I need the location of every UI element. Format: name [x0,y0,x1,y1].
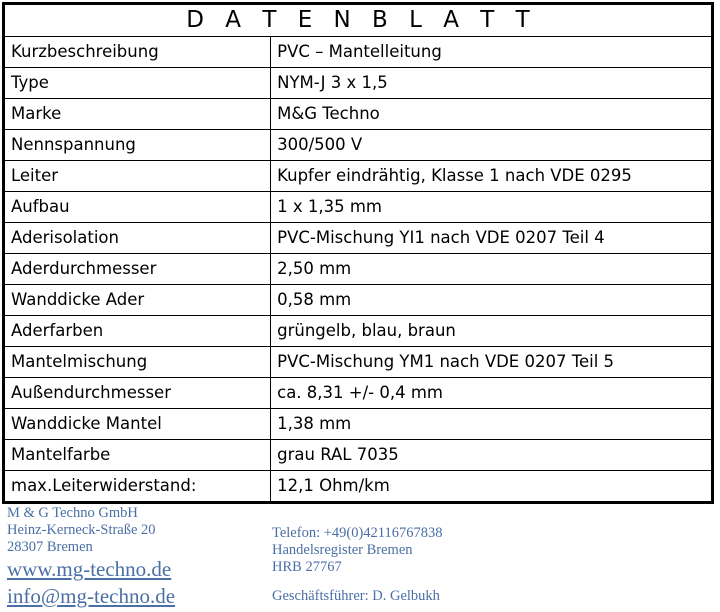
spec-value-wanddicke-ader: 0,58 mm [271,285,713,316]
document-title-row [4,4,713,37]
spec-value-aderdurchmesser: 2,50 mm [271,254,713,285]
website-link[interactable]: www.mg-techno.de [7,557,172,581]
table-row [4,347,713,378]
managing-director: Geschäftsführer: D. Gelbukh [272,588,440,604]
page-title: D A T E N B L A T T [186,6,537,33]
table-row [4,378,713,409]
spec-label-aufbau: Aufbau [4,192,271,223]
phone-number: Telefon: +49(0)42116767838 [272,525,443,541]
spec-label-type: Type [4,68,271,99]
spec-value-aderfarben: grüngelb, blau, braun [271,316,713,347]
email-link[interactable]: info@mg-techno.de [7,584,176,608]
spec-value-leiter: Kupfer eindrähtig, Klasse 1 nach VDE 0295 [271,161,713,192]
spec-label-kurzbeschreibung: Kurzbeschreibung [4,37,271,68]
company-street: Heinz-Kerneck-Straße 20 [7,522,156,538]
footer-company-block [7,505,267,610]
table-row [4,99,713,130]
spec-label-max-leiterwiderstand: max.Leiterwiderstand: [4,471,271,503]
spec-label-aderdurchmesser: Aderdurchmesser [4,254,271,285]
table-row [4,192,713,223]
commercial-register: Handelsregister Bremen [272,542,413,558]
table-row [4,37,713,68]
table-row [4,285,713,316]
specification-table [2,2,714,504]
spec-value-max-leiterwiderstand: 12,1 Ohm/km [271,471,713,503]
table-row [4,223,713,254]
spec-label-mantelfarbe: Mantelfarbe [4,440,271,471]
spec-value-mantelfarbe: grau RAL 7035 [271,440,713,471]
company-city: 28307 Bremen [7,539,93,555]
spec-label-wanddicke-mantel: Wanddicke Mantel [4,409,271,440]
spec-value-type: NYM-J 3 x 1,5 [271,68,713,99]
register-number: HRB 27767 [272,559,342,575]
table-row [4,254,713,285]
spec-value-wanddicke-mantel: 1,38 mm [271,409,713,440]
table-row [4,440,713,471]
company-name: M & G Techno GmbH [7,505,138,521]
spec-label-marke: Marke [4,99,271,130]
table-row [4,471,713,503]
table-row [4,316,713,347]
table-row [4,130,713,161]
spec-value-aufbau: 1 x 1,35 mm [271,192,713,223]
spec-value-marke: M&G Techno [271,99,713,130]
spec-label-wanddicke-ader: Wanddicke Ader [4,285,271,316]
spec-value-mantelmischung: PVC-Mischung YM1 nach VDE 0207 Teil 5 [271,347,713,378]
document-title-cell [4,4,713,37]
specification-table-body [4,4,713,503]
spec-value-aderisolation: PVC-Mischung YI1 nach VDE 0207 Teil 4 [271,223,713,254]
spec-label-aussendurchmesser: Außendurchmesser [4,378,271,409]
spec-label-aderisolation: Aderisolation [4,223,271,254]
table-row [4,68,713,99]
table-row [4,409,713,440]
footer-contact-block [272,525,572,605]
spec-label-aderfarben: Aderfarben [4,316,271,347]
spec-label-leiter: Leiter [4,161,271,192]
spec-value-aussendurchmesser: ca. 8,31 +/- 0,4 mm [271,378,713,409]
spec-value-kurzbeschreibung: PVC – Mantelleitung [271,37,713,68]
spec-label-nennspannung: Nennspannung [4,130,271,161]
spec-label-mantelmischung: Mantelmischung [4,347,271,378]
page-footer [0,500,720,612]
spec-value-nennspannung: 300/500 V [271,130,713,161]
table-row [4,161,713,192]
